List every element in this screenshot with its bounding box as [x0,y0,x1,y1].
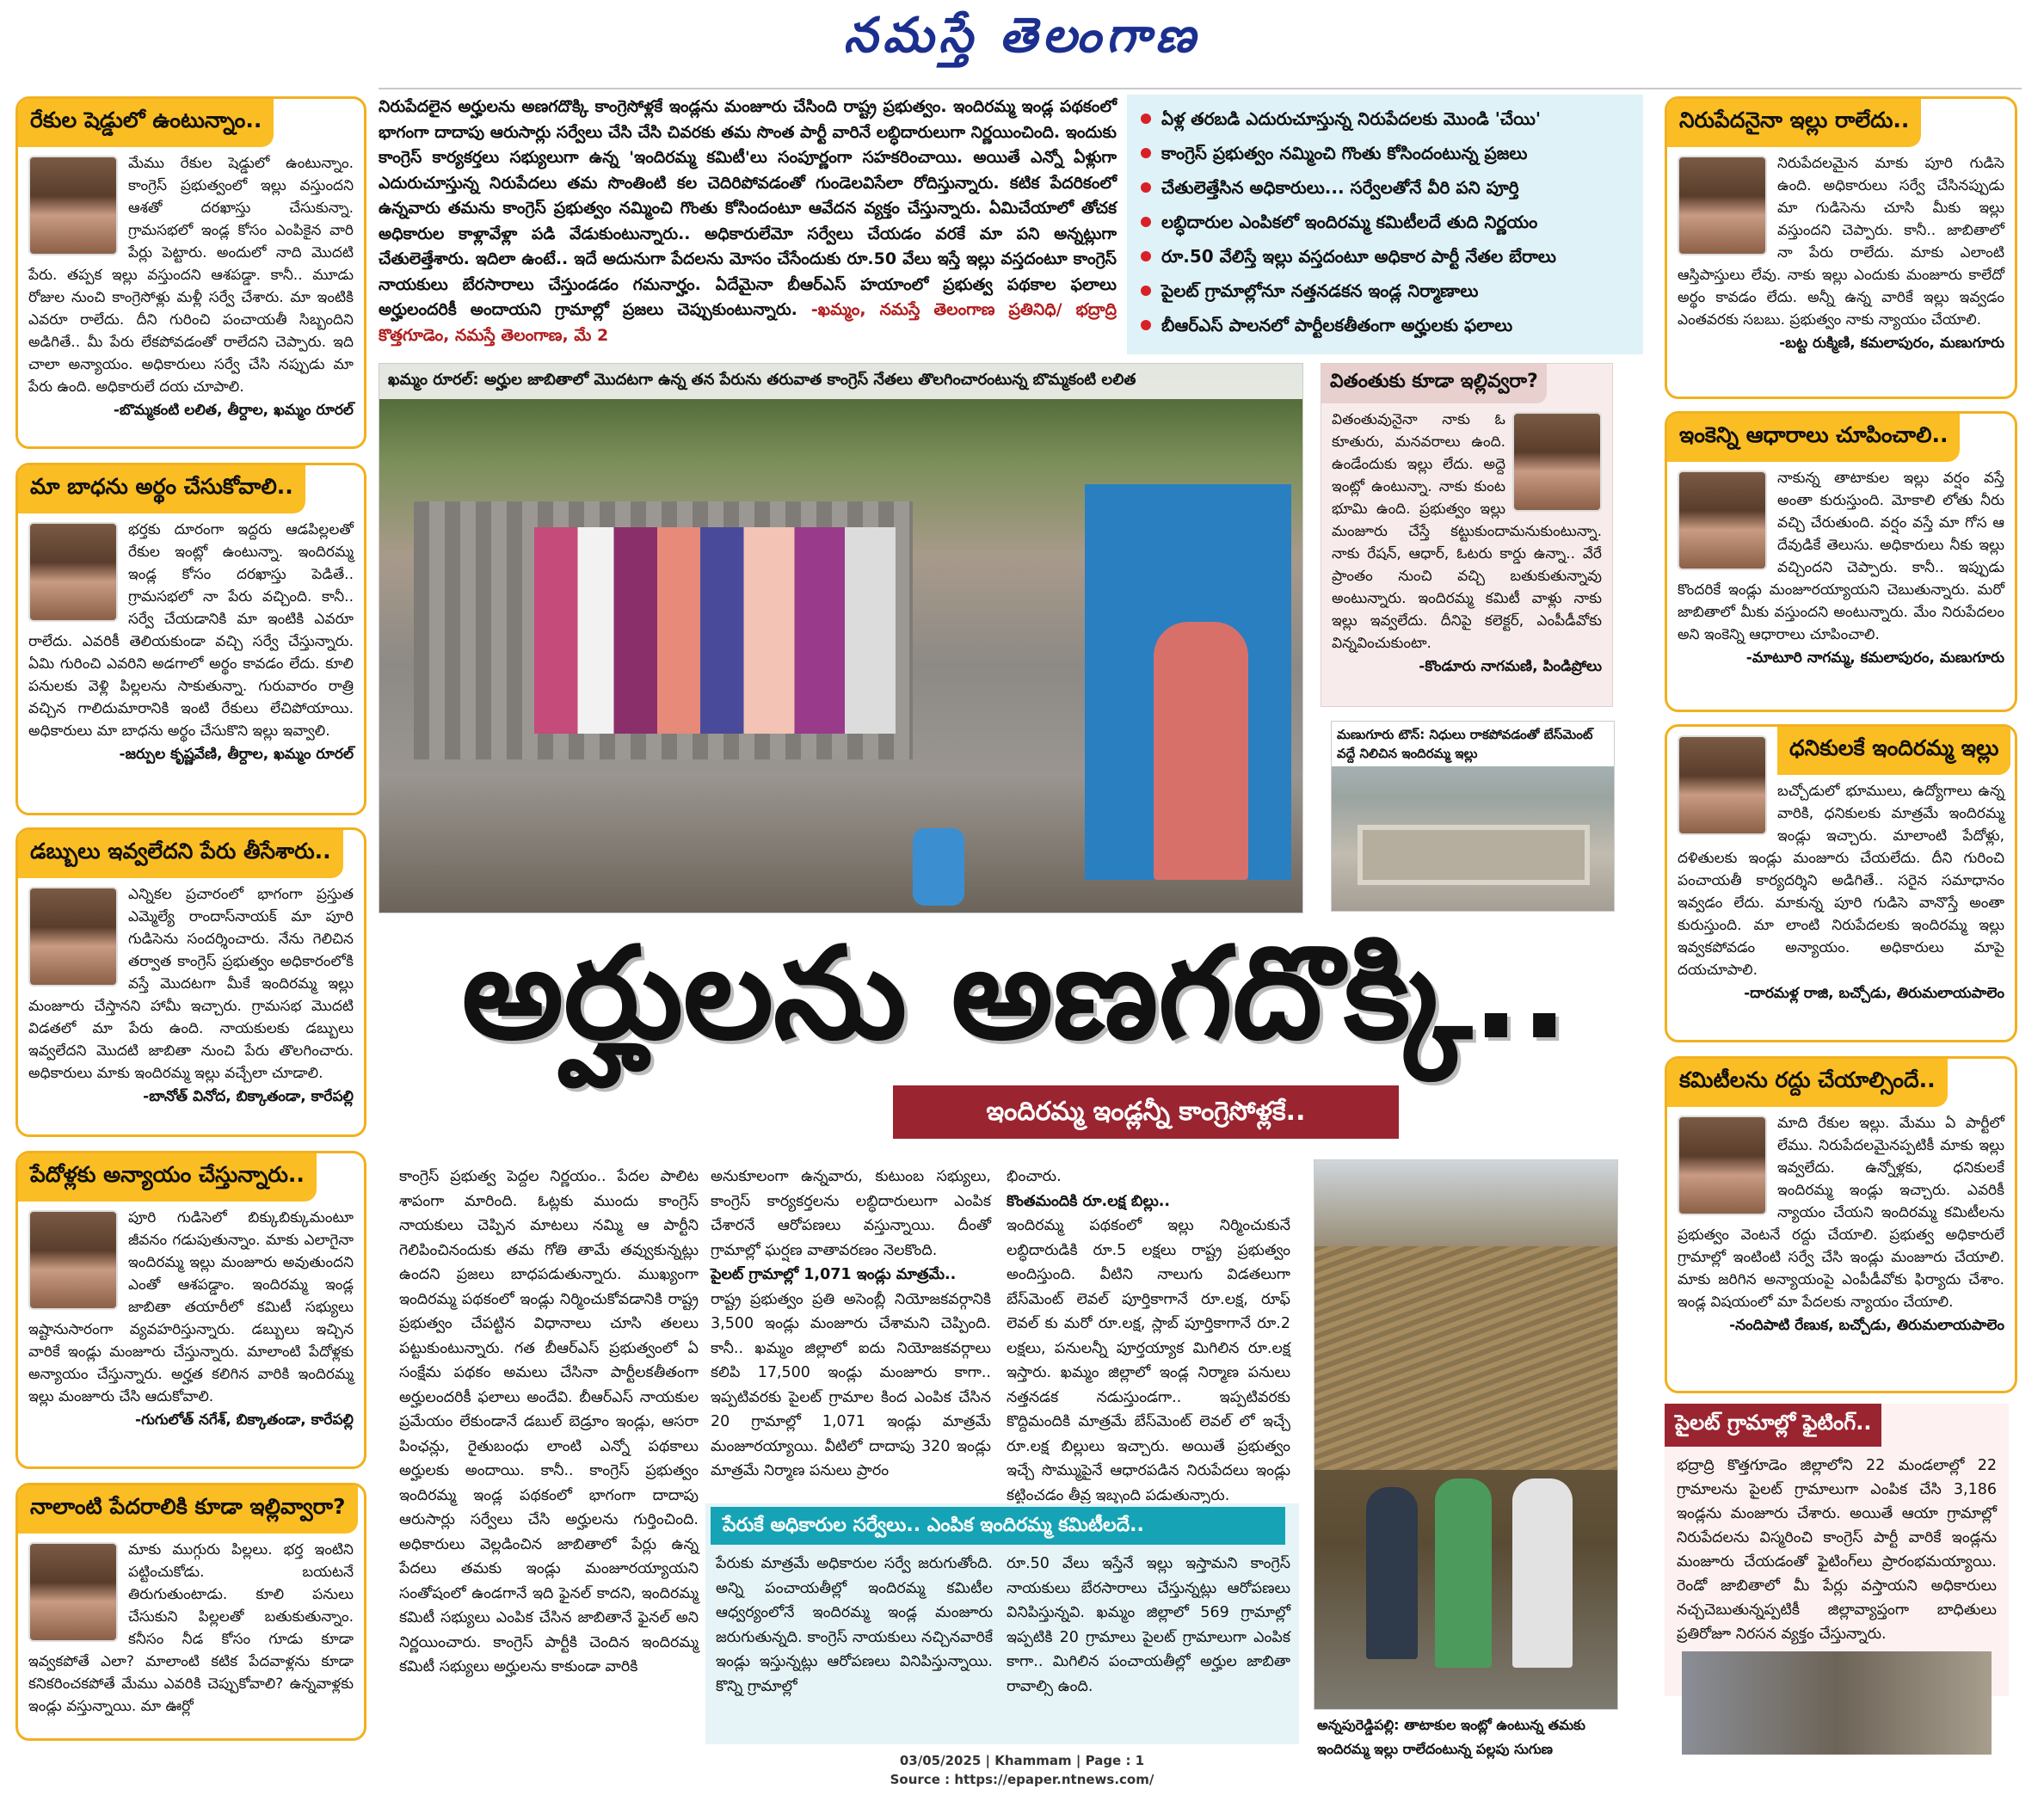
right-box-2 [1665,411,2017,712]
body-column-3 [1007,1165,1290,1504]
pilot-photo [1682,1651,1992,1755]
avatar [1678,735,1767,835]
man-figure [1512,1478,1573,1668]
masthead [0,0,2044,71]
left-box-2-text: భర్తకు దూరంగా ఇద్దరు ఆడపిల్లలతో రేకుల ఇంట్లో ఉంటున్నా. ఇందిరమ్మ ఇండ్ల కోసం దరఖాస్తు పెడితే.. గ్రామసభలో నా పేరు వచ్చింది. కానీ.. సర్వే చేయడానికి మా ఇంటికి ఎవరూ రాలేదు. ఎవరికీ తెలియకుండా వచ్చి సర్వే చేస్తున్నారు. ఏమి గురించి ఎవరిని అడగాలో అర్థం కావడం లేదు. కూలి పనులకు వెళ్లి పిల్లలను సాకుతున్నా. గురువారం రాత్రి వచ్చిన గాలిదుమారానికి ఇంటి రేకులు లేచిపోయాయి. అధికారులు మా బాధను అర్థం చేసుకొని ఇల్లు ఇవ్వాలి. [28,521,354,740]
left-box-1-title: రేకుల షెడ్డులో ఉంటున్నాం.. [18,99,274,147]
masthead-title: నమస్తే తెలంగాణ [843,7,1201,64]
left-box-5-text: మాకు ముగ్గురు పిల్లలు. భర్త ఇంటిని పట్టించుకోడు. బయటనే తిరుగుతుంటాడు. కూలి పనులు చేసుకుని పిల్లలతో బతుకుతున్నాం. కనీసం నీడ కోసం గూడు కూడా ఇవ్వకపోతే ఎలా? మాలాంటి కటిక పేదవాళ్లను కూడా కనికరించకపోతే మేము ఎవరికి చెప్పుకోవాలి? ఉన్నవాళ్లకు ఇండ్లు వస్తున్నాయి. మా ఊర్లో [28,1541,354,1715]
right-box-3-sig: -దారమళ్ల రాజి, బచ్చోడు, తిరుమలాయపాలెం [1744,985,2004,1002]
highlight-item: బీఆర్‌ఎస్ పాలనలో పార్టీలకతీతంగా అర్హులకు ఫలాలు [1137,308,1633,342]
right-box-3 [1665,724,2017,1042]
foundation-photo [1331,721,1615,912]
right-box-4-sig: -నందిపాటి రేణుక, బచ్చోడు, తిరుమలాయపాలెం [1729,1317,2004,1334]
body-col2-subhead: పైలట్ గ్రామాల్లో 1,071 ఇండ్లు మాత్రమే.. [711,1266,957,1283]
highlight-item: లబ్ధిదారుల ఎంపికలో ఇందిరమ్మ కమిటీలదే తుది నిర్ణయం [1137,205,1633,239]
highlight-item: కాంగ్రెస్ ప్రభుత్వం నమ్మించి గొంతు కోసిందంటున్న ప్రజలు [1137,136,1633,170]
teal-right-text: రూ.50 వేలు ఇస్తేనే ఇల్లు ఇస్తామని కాంగ్రెస్ నాయకులు బేరసారాలు చేస్తున్నట్లు ఆరోపణలు వినిపిస్తున్నవి. ఖమ్మం జిల్లాలో 569 గ్రామాల్లో ఇప్పటికి 20 గ్రామాలు పైలట్ గ్రామాలుగా ఎంపిక కాగా.. మిగిలిన పంచాయతీల్లో అర్హుల జాబితా రావాల్సి ఉంది. [1007,1555,1290,1695]
teal-column-left [716,1552,993,1741]
left-box-4-sig: -గుగులోత్ నగేశ్, బిక్కాతండా, కారేపల్లి [135,1411,354,1429]
right-box-3-title: ధనికులకే ఇందిరమ్మ ఇల్లు [1777,727,2010,775]
footer-source: Source : https://epaper.ntnews.com/ [890,1772,1154,1787]
right-box-1-title: నిరుపేదనైనా ఇల్లు రాలేదు.. [1667,99,1921,147]
avatar [1678,1116,1767,1215]
side-mid-title: వితంతుకు కూడా ఇల్లివ్వరా? [1321,364,1547,403]
pilot-text: భద్రాద్రి కొత్తగూడెం జిల్లాలోని 22 మండలాల్లో 22 గ్రామాలను పైలట్ గ్రామాలుగా ఎంపిక చేసి 3,186 ఇండ్లను మంజూరు చేశారు. అయితే ఆయా గ్రామాల్లో నిరుపేదలను విస్మరించి కాంగ్రెస్ పార్టీ వారికే ఇండ్లను మంజూరు చేయడంతో ఫైటింగ్‌లు ప్రారంభమయ్యాయి. రెండో జాబితాలో మీ పేర్లు వస్తాయని అధికారులు నచ్చచెబుతున్నప్పటికీ జిల్లావ్యాప్తంగా బాధితులు ప్రతిరోజూ నిరసన వ్యక్తం చేస్తున్నారు. [1677,1457,1997,1643]
body-col3-subhead: కొంతమందికి రూ.లక్ష బిల్లు.. [1007,1192,1171,1210]
highlight-item: పైలట్ గ్రామాల్లోనూ నత్తనడకన ఇండ్ల నిర్మాణాలు [1137,274,1633,308]
body-column-1 [399,1165,699,1715]
highlight-item: ఏళ్ల తరబడి ఎదురుచూస్తున్న నిరుపేదలకు మొండి 'చేయి' [1137,101,1633,136]
subheadline: ఇందిరమ్మ ఇండ్లన్నీ కాంగ్రెసోళ్లకే.. [893,1085,1399,1139]
page-footer [0,1751,2044,1789]
avatar [28,887,118,987]
left-box-3-text: ఎన్నికల ప్రచారంలో భాగంగా ప్రస్తుత ఎమ్మెల్యే రాందాస్‌నాయక్ మా పూరి గుడిసెను సందర్శించారు. నేను గెలిచిన తర్వాత కాంగ్రెస్ ప్రభుత్వం అధికారంలోకి వస్తే మొదటగా మీకే ఇందిరమ్మ ఇల్లు మంజూరు చేస్తానని హామీ ఇచ్చారు. గ్రామసభ మొదటి విడతలో మా పేరు ఉంది. నాయకులకు డబ్బులు ఇవ్వలేదని మొదటి జాబితా నుంచి పేరు తొలగించారు. అధికారులు మాకు ఇందిరమ్మ ఇల్లు వచ్చేలా చూడాలి. [28,886,354,1082]
right-box-1-sig: -బట్ట రుక్మిణి, కమలాపురం, మణుగూరు [1779,335,2004,352]
lede-paragraph [379,95,1117,353]
right-box-4 [1665,1056,2017,1393]
left-box-1-sig: -బొమ్మకంటి లలిత, తీర్దాల, ఖమ్మం రూరల్ [113,402,354,419]
right-box-2-sig: -మాటూరి నాగమ్మ, కమలాపురం, మణుగూరు [1745,649,2004,667]
main-photo-caption: ఖమ్మం రూరల్: అర్హుల జాబితాలో మొదటగా ఉన్న తన పేరును తరువాత కాంగ్రెస్ నేతలు తొలగించారంటున్న బొమ్మకంటి లలిత [379,364,1302,399]
left-box-5 [15,1483,366,1741]
highlight-item: రూ.50 వేలిస్తే ఇల్లు వస్తదంటూ అధికార పార్టీ నేతల బేరాలు [1137,239,1633,274]
footer-dateline: 03/05/2025 | Khammam | Page : 1 [899,1753,1145,1768]
man-figure [1366,1487,1418,1659]
left-box-1-text: మేము రేకుల షెడ్డులో ఉంటున్నాం. కాంగ్రెస్ ప్రభుత్వంలో ఇల్లు వస్తుందని ఆశతో దరఖాస్తు చేసుకున్నా. గ్రామసభలో ఇండ్ల కోసం ఎంపికైన వారి పేర్లు పెట్టారు. అందులో నాది మొదటి పేరు. తప్పక ఇల్లు వస్తుందని ఆశపడ్డా. కానీ.. మూడు రోజుల నుంచి కాంగ్రెసోళ్లు మళ్లీ సర్వే చేశారు. మా ఇంటికి ఎవరూ రాలేదు. దీని గురించి పంచాయతీ సిబ్బందిని అడిగితే.. మీ పేరు లేకపోవడంతో రాలేదని చెప్పారు. ఇది చాలా అన్యాయం. అధికారులు సర్వే చేసి నప్పుడు మా పేరు ఉంది. అధికారులే దయ చూపాలి. [28,155,354,396]
avatar [1512,412,1602,512]
headline: అర్హులను అణగదొక్కి.. [461,919,1569,1067]
left-box-4-title: పేదోళ్లకు అన్యాయం చేస్తున్నారు.. [18,1153,317,1202]
left-box-2-sig: -జర్పుల కృష్ణవేణి, తీర్దాల, ఖమ్మం రూరల్ [119,746,354,763]
highlight-item: చేతులెత్తేసిన అధికారులు... సర్వేలతోనే వీరి పని పూర్తి [1137,170,1633,205]
body-col3b-text: ఇందిరమ్మ పథకంలో ఇల్లు నిర్మించుకునే లబ్ధిదారుడికి రూ.5 లక్షలు రాష్ట్ర ప్రభుత్వం అందిస్తుంది. వీటిని నాలుగు విడతలుగా బేస్‌మెంట్ లెవల్ పూర్తికాగానే రూ.లక్ష, రూఫ్ లెవల్ కు మరో రూ.లక్ష, స్లాబ్ పూర్తికాగానే రూ.2 లక్షలు, పనులన్నీ పూర్తయ్యాక మిగిలిన రూ.లక్ష ఇస్తారు. ఖమ్మం జిల్లాలో ఇండ్ల నిర్మాణ పనులు నత్తనడక నడుస్తుండగా.. ఇప్పటివరకు కొద్దిమందికి మాత్రమే బేస్‌మెంట్ లెవల్ లో ఇచ్చే రూ.లక్ష బిల్లులు ఇచ్చారు. అయితే ప్రభుత్వం ఇచ్చే సొమ్ముపైనే ఆధారపడిన నిరుపేదలు ఇండ్లు కట్టించడం తీవ్ర ఇబ్బంది పడుతున్నారు. [1007,1217,1290,1504]
left-box-2 [15,463,366,815]
side-mid-text: వితంతువునైనా నాకు ఓ కూతురు, మనవరాలు ఉంది. ఉండేందుకు ఇల్లు లేదు. అద్దె ఇంట్లో ఉంటున్నా. నాకు కుంట భూమి ఉంది. ప్రభుత్వం ఇల్లు మంజూరు చేస్తే కట్టుకుందామనుకుంటున్నా. నాకు రేషన్, ఆధార్, ఓటరు కార్డు ఉన్నా.. వేరే ప్రాంతం నుంచి వచ్చి బతుకుతున్నావు అంటున్నారు. ఇందిరమ్మ కమిటీ వాళ్లు నాకు ఇల్లు ఇవ్వలేదు. దీనిపై కలెక్టర్, ఎంపీడీవోకు విన్నవించుకుంటా. [1332,411,1602,652]
top-rule [379,88,2022,89]
body-col3a-text: భించారు. [1007,1168,1062,1185]
thatch-hut-photo [1314,1159,1618,1710]
body-col1-text: కాంగ్రెస్ ప్రభుత్వ పెద్దల నిర్ణయం.. పేదల పాలిట శాపంగా మారింది. ఓట్లకు ముందు కాంగ్రెస్ నాయకులు చెప్పిన మాటలు నమ్మి ఆ పార్టీని గెలిపించినందుకు తమ గోతి తామే తవ్వుకున్నట్లు ఉందని ప్రజలు బాధపడుతున్నారు. ముఖ్యంగా ఇందిరమ్మ పథకంలో ఇండ్లు నిర్మించుకోవడానికి రాష్ట్ర ప్రభుత్వం చేపట్టిన విధానాలు చూసి తలలు పట్టుకుంటున్నారు. గత బీఆర్‌ఎస్ ప్రభుత్వంలో ఏ సంక్షేమ పథకం అమలు చేసినా పార్టీలకతీతంగా అర్హులందరికీ ఫలాలు అందేవి. బీఆర్‌ఎస్ నాయకుల ప్రమేయం లేకుండానే డబుల్ బెడ్రూం ఇండ్లు, ఆసరా పింఛన్లు, రైతుబంధు లాంటి ఎన్నో పథకాలు అర్హులకు అందాయి. కానీ.. కాంగ్రెస్ ప్రభుత్వం ఇందిరమ్మ ఇండ్ల పథకంలో భాగంగా దాదాపు ఆరుసార్లు సర్వేలు చేసి అర్హులను గుర్తించింది. అధికారులు వెల్లడించిన జాబితాలో పేర్లు ఉన్న పేదలు తమకు ఇండ్లు మంజూరయ్యాయని సంతోషంలో ఉండగానే ఇది ఫైనల్ కాదని, ఇందిరమ్మ కమిటీ సభ్యులు ఎంపిక చేసిన జాబితానే ఫైనల్ అని నిర్ణయించారు. కాంగ్రెస్ పార్టీకి చెందిన ఇందిరమ్మ కమిటీ సభ్యులు అర్హులను కాకుండా వారికి [399,1168,699,1675]
right-box-1 [1665,96,2017,399]
highlights-list [1127,95,1643,354]
avatar [28,1210,118,1310]
teal-section-title: పేరుకే అధికారుల సర్వేలు.. ఎంపిక ఇందిరమ్మ కమిటీలదే.. [711,1507,1285,1545]
body-col2b-text: రాష్ట్ర ప్రభుత్వం ప్రతి అసెంబ్లీ నియోజకవర్గానికి 3,500 ఇండ్లు మంజూరు చేశామని చెప్పింది. కానీ.. ఖమ్మం జిల్లాలో ఐదు నియోజకవర్గాలు కలిపి 17,500 ఇండ్లు మంజూరు కాగా.. ఇప్పటివరకు పైలట్ గ్రామాల కింద ఎంపిక చేసిన 20 గ్రామాల్లో 1,071 ఇండ్లు మాత్రమే మంజూరయ్యాయి. వీటిలో దాదాపు 320 ఇండ్లు మాత్రమే నిర్మాణ పనులు ప్రారం [711,1290,991,1479]
woman-figure [1435,1478,1492,1668]
right-box-1-text: నిరుపేదలమైన మాకు పూరి గుడిసె ఉంది. అధికారులు సర్వే చేసినప్పుడు మా గుడిసెను చూసి మీకు ఇల్లు వస్తుందని చెప్పారు. కానీ.. జాబితాలో నా పేరు రాలేదు. మాకు ఎలాంటి ఆస్తిపాస్తులు లేవు. నాకు ఇల్లు ఎందుకు మంజూరు కాలేదో అర్థం కావడం లేదు. అన్నీ ఉన్న వారికే ఇల్లు ఇవ్వడం ఎంతవరకు సబబు. ప్రభుత్వం నాకు న్యాయం చేయాలి. [1678,155,2004,329]
body-column-2 [711,1165,991,1500]
lede-credit: -ఖమ్మం, నమస్తే తెలంగాణ ప్రతినిధి/ భద్రాద్రి కొత్తగూడెం, నమస్తే తెలంగాణ, మే 2 [379,300,1117,345]
right-box-4-title: కమిటీలను రద్దు చేయాల్సిందే.. [1667,1059,1948,1107]
right-box-3-text: బచ్చోడులో భూములు, ఉద్యోగాలు ఉన్న వారికి, ధనికులకు మాత్రమే ఇందిరమ్మ ఇండ్లు ఇచ్చారు. మాలాంటి పేదోళ్లు, దళితులకు ఇండ్లు మంజూరు చేయలేదు. దీని గురించి పంచాయతీ కార్యదర్శిని అడిగితే.. సరైన సమాధానం ఇవ్వడం లేదు. మాకున్న పూరి గుడిసె వానొస్తే అంతా కురుస్తుంది. మా లాంటి నిరుపేదలకు ఇందిరమ్మ ఇల్లు ఇవ్వకపోవడం అన్యాయం. అధికారులు మాపై దయచూపాలి. [1678,783,2004,979]
left-box-3-sig: -బానోత్ వినోద, బిక్కాతండా, కారేపల్లి [143,1088,354,1105]
side-mid-sig: -కొండూరు నాగమణి, పిండిప్రోలు [1419,658,1602,675]
main-photo [379,363,1303,913]
avatar [28,522,118,622]
right-box-2-title: ఇంకెన్ని ఆధారాలు చూపించాలి.. [1667,414,1960,462]
left-box-3-title: డబ్బులు ఇవ్వలేదని పేరు తీసేశారు.. [18,830,343,878]
foundation-photo-caption: మణుగూరు టౌన్: నిధులు రాకపోవడంతో బేస్‌మెంట్ వద్దే నిలిచిన ఇందిరమ్మ ఇల్లు [1332,722,1614,766]
avatar [28,156,118,255]
water-can [913,828,964,906]
left-box-4-text: పూరి గుడిసెలో బిక్కుబిక్కుమంటూ జీవనం గడుపుతున్నాం. మాకు ఎలాగైనా ఇందిరమ్మ ఇల్లు మంజూరు అవుతుందని ఎంతో ఆశపడ్డాం. ఇందిరమ్మ ఇండ్ల జాబితా తయారీలో కమిటీ సభ్యులు ఇష్టానుసారంగా వ్యవహరిస్తున్నారు. డబ్బులు ఇచ్చిన వారికే ఇండ్లు మంజూరు చేస్తున్నారు. మాలాంటి పేదోళ్లకు అన్యాయం చేస్తున్నారు. అర్హత కలిగిన వారికి ఇందిరమ్మ ఇల్లు మంజూరు చేసి ఆదుకోవాలి. [28,1209,354,1405]
right-box-4-text: మాది రేకుల ఇల్లు. మేము ఏ పార్టీలో లేము. నిరుపేదలమైనప్పటికీ మాకు ఇల్లు ఇవ్వలేదు. ఉన్నోళ్లకు, ధనికులకే ఇందిరమ్మ ఇండ్లు ఇచ్చారు. ఎవరికీ న్యాయం చేయని ఇందిరమ్మ కమిటీలను ప్రభుత్వం వెంటనే రద్దు చేయాలి. ప్రభుత్వ అధికారులే గ్రామాల్లో ఇంటింటి సర్వే చేసి ఇండ్లు మంజూరు చేయాలి. మాకు జరిగిన అన్యాయంపై ఎంపీడీవోకు ఫిర్యాదు చేశాం. ఇండ్ల విషయంలో మా పేదలకు న్యాయం చేయాలి. [1678,1115,2004,1311]
hanging-clothes [534,527,896,734]
avatar [28,1542,118,1642]
teal-left-text: పేరుకు మాత్రమే అధికారుల సర్వే జరుగుతోంది. అన్ని పంచాయతీల్లో ఇందిరమ్మ కమిటీల ఆధ్వర్యంలోనే ఇందిరమ్మ ఇండ్ల మంజూరు జరుగుతున్నది. కాంగ్రెస్ నాయకులు నచ్చినవారికే ఇండ్లు ఇస్తున్నట్లు ఆరోపణలు వినిపిస్తున్నాయి. కొన్ని గ్రామాల్లో [716,1555,993,1695]
avatar [1678,156,1767,255]
right-box-2-text: నాకున్న తాటాకుల ఇల్లు వర్షం వస్తే అంతా కురుస్తుంది. మోకాలి లోతు నీరు వచ్చి చేరుతుంది. వర్షం వస్తే మా గోస ఆ దేవుడికే తెలుసు. అధికారులు నీకు ఇల్లు వచ్చిందని చెప్పారు. కానీ.. ఇప్పుడు కొందరికే ఇండ్లు మంజూరయ్యాయని చెబుతున్నారు. మరో జాబితాలో మీకు వస్తుందని అంటున్నారు. మేం నిరుపేదలం అని ఇంకెన్ని ఆధారాలు చూపించాలి. [1678,470,2004,643]
side-mid-box [1321,363,1613,707]
pilot-title: పైలట్ గ్రామాల్లో ఫైటింగ్.. [1665,1404,1881,1447]
foundation-slab [1358,825,1590,885]
left-box-5-title: నాలాంటి పేదరాలికి కూడా ఇల్లివ్వారా? [18,1485,358,1534]
thatch-roof [1314,1246,1618,1470]
lede-text: నిరుపేదలైన అర్హులను అణగదొక్కి కాంగ్రెసోళ్లకే ఇండ్లను మంజూరు చేసింది రాష్ట్ర ప్రభుత్వం. ఇందిరమ్మ ఇండ్ల పథకంలో భాగంగా దాదాపు ఆరుసార్లు సర్వేలు చేసి చేసి చివరకు తమ సొంత పార్టీ వారినే లబ్ధిదారులుగా నిర్ణయించింది. ఇందుకు కాంగ్రెస్ కార్యకర్తలు సభ్యులుగా ఉన్న 'ఇందిరమ్మ కమిటీ'లు సంపూర్ణంగా సహకరించాయి. అయితే ఎన్నో ఏళ్లుగా ఎదురుచూస్తున్న నిరుపేదలు తమ సొంతింటి కల చెదిరిపోవడంతో గుండెలవిసేలా రోదిస్తున్నారు. కటిక పేదరికంలో ఉన్నవారు తమను కాంగ్రెస్ ప్రభుత్వం నమ్మించి గొంతు కోసిందంటూ ఆవేదన వ్యక్తం చేస్తున్నారు. ఏమిచేయాలో తోచక అధికారుల కాళ్లావేళ్లా పడి వేడుకుంటున్నారు.. అధికారులేమో సర్వేలు చేయడం వరకే మా పని అన్నట్లుగా చేతులెత్తేశారు. ఇదిలా ఉంటే.. ఇదే అదునుగా పేదలను మోసం చేసేందుకు రూ.50 వేలు ఇస్తే ఇల్లు వస్తదంటూ కాంగ్రెస్ నాయకులు బేరసారాలు చేస్తుండడం గమనార్హం. ఏదేమైనా బీఆర్‌ఎస్ హయాంలో ప్రభుత్వ పథకాల ఫలాలు అర్హులందరికీ అందాయని గ్రామాల్లో ప్రజలు చెప్పుకుంటున్నారు. [379,97,1117,319]
body-col2a-text: అనుకూలంగా ఉన్నవారు, కుటుంబ సభ్యులు, కాంగ్రెస్ కార్యకర్తలను లబ్ధిదారులుగా ఎంపిక చేశారనే ఆరోపణలు వస్తున్నాయి. దీంతో గ్రామాల్లో ఘర్షణ వాతావరణం నెలకొంది. [711,1168,991,1259]
left-box-1 [15,96,366,449]
left-box-2-title: మా బాధను అర్థం చేసుకోవాలి.. [18,465,305,513]
left-box-3 [15,827,366,1137]
avatar [1678,470,1767,570]
teal-column-right [1007,1552,1290,1741]
woman-figure [1154,622,1248,880]
left-box-4 [15,1151,366,1469]
thatch-hut-caption: అన్నపురెడ్డిపల్లి: తాటాకుల ఇంట్లో ఉంటున్న తమకు ఇందిరమ్మ ఇల్లు రాలేదంటున్న పల్లపు సుగుణ [1317,1717,1585,1757]
